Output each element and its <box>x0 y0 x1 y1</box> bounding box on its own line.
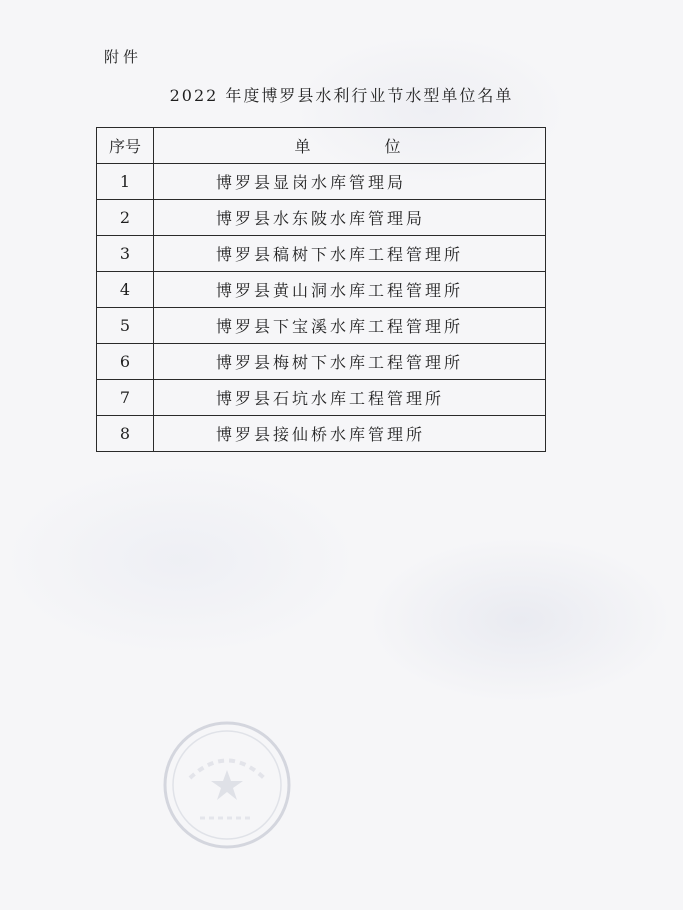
header-unit <box>154 128 546 164</box>
row-unit: 博罗县水东陂水库管理局 <box>154 200 546 236</box>
table-row <box>97 272 546 308</box>
row-seq: 4 <box>97 272 154 308</box>
row-seq: 3 <box>97 236 154 272</box>
table-row <box>97 164 546 200</box>
row-seq: 8 <box>97 416 154 452</box>
row-unit: 博罗县梅树下水库工程管理所 <box>154 344 546 380</box>
header-unit-part2: 位 <box>384 137 405 156</box>
table-row <box>97 236 546 272</box>
row-unit: 博罗县显岗水库管理局 <box>154 164 546 200</box>
table-row <box>97 380 546 416</box>
table-row <box>97 344 546 380</box>
table-row <box>97 200 546 236</box>
row-seq: 5 <box>97 308 154 344</box>
row-seq: 2 <box>97 200 154 236</box>
document-title: 2022 年度博罗县水利行业节水型单位名单 <box>169 86 514 105</box>
attachment-label: 附件 <box>104 48 143 66</box>
row-unit: 博罗县石坑水库工程管理所 <box>154 380 546 416</box>
row-seq: 1 <box>97 164 154 200</box>
row-seq: 6 <box>97 344 154 380</box>
row-unit: 博罗县接仙桥水库管理所 <box>154 416 546 452</box>
header-seq: 序号 <box>97 128 154 164</box>
table-header-row <box>97 128 546 164</box>
official-seal-icon <box>160 718 294 852</box>
row-unit: 博罗县稿树下水库工程管理所 <box>154 236 546 272</box>
table-row <box>97 416 546 452</box>
row-seq: 7 <box>97 380 154 416</box>
row-unit: 博罗县黄山洞水库工程管理所 <box>154 272 546 308</box>
table-row <box>97 308 546 344</box>
header-unit-part1: 单 <box>294 137 315 156</box>
unit-list-table <box>96 127 546 452</box>
row-unit: 博罗县下宝溪水库工程管理所 <box>154 308 546 344</box>
